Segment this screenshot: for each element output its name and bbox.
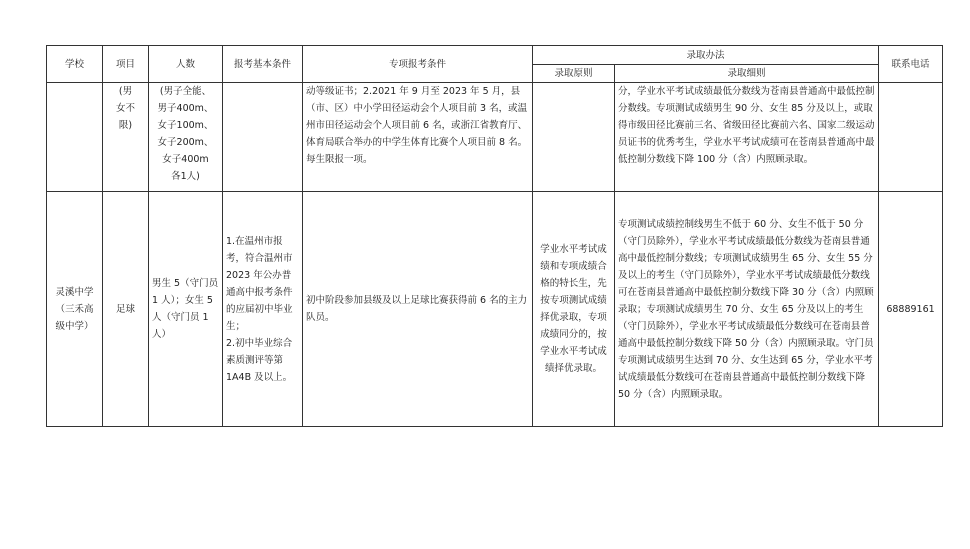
cell-count: (男子全能、 男子400m、 女子100m、 女子200m、 女子400m 各1人) — [149, 83, 223, 192]
header-project: 项目 — [103, 46, 149, 83]
table-row — [47, 192, 943, 427]
header-special-conditions: 专项报考条件 — [303, 46, 533, 83]
header-phone: 联系电话 — [879, 46, 943, 83]
cell-phone — [879, 83, 943, 192]
header-admission-principle: 录取原则 — [533, 65, 615, 83]
cell-special-conditions: 初中阶段参加县级及以上足球比赛获得前 6 名的主力队员。 — [303, 192, 533, 427]
table-row — [47, 83, 943, 192]
cell-school — [47, 83, 103, 192]
header-count: 人数 — [149, 46, 223, 83]
cell-phone: 68889161 — [879, 192, 943, 427]
header-row — [47, 46, 943, 65]
cell-admission-details: 分，学业水平考试成绩最低分数线为苍南县普通高中最低控制分数线。专项测试成绩男生 90 分、女生 85 分及以上，或取得市级田径比赛前三名、省级田径比赛前六名、国家二级运动员证书的优秀考生，学业水平考试成绩可在苍南县普通高中最低控制分数线下降 100 分（含）内照顾录取。 — [615, 83, 879, 192]
cell-basic-conditions: 1.在温州市报考，符合温州市 2023 年公办普通高中报考条件的应届初中毕业生； 2.初中毕业综合素质测评等第 1A4B 及以上。 — [223, 192, 303, 427]
cell-admission-principle: 学业水平考试成绩和专项成绩合格的特长生，先按专项测试成绩择优录取，专项成绩同分的，按学业水平考试成绩择优录取。 — [533, 192, 615, 427]
header-admission-method: 录取办法 — [533, 46, 879, 65]
cell-special-conditions: 动等级证书；2.2021 年 9 月至 2023 年 5 月，县（市、区）中小学田径运动会个人项目前 3 名，或温州市田径运动会个人项目前 6 名，或浙江省教育厅、体育局联合举办的中学生体育比赛个人项目前 8 名。 每生限报一项。 — [303, 83, 533, 192]
cell-count: 男生 5（守门员 1 人）；女生 5 人（守门员 1 人） — [149, 192, 223, 427]
admission-table — [46, 45, 943, 427]
header-school: 学校 — [47, 46, 103, 83]
header-admission-details: 录取细则 — [615, 65, 879, 83]
cell-basic-conditions — [223, 83, 303, 192]
cell-project: 足球 — [103, 192, 149, 427]
header-basic-conditions: 报考基本条件 — [223, 46, 303, 83]
cell-admission-details: 专项测试成绩控制线男生不低于 60 分、女生不低于 50 分（守门员除外），学业水平考试成绩最低分数线为苍南县普通高中最低控制分数线；专项测试成绩男生 65 分、女生 55 分及以上的考生（守门员除外），学业水平考试成绩最低分数线可在苍南县普通高中最低控制分数线下降 30 分（含）内照顾录取；专项测试成绩男生 70 分、女生 65 分及以上的考生（守门员除外），学业水平考试成绩最低分数线可在苍南县普通高中最低控制分数线下降 50 分（含）内照顾录取。守门员专项测试成绩男生达到 70 分、女生达到 65 分，学业水平考试成绩最低分数线可在苍南县普通高中最低控制分数线下降 50 分（含）内照顾录取。 — [615, 192, 879, 427]
cell-project: (男 女不 限) — [103, 83, 149, 192]
cell-admission-principle — [533, 83, 615, 192]
cell-school: 灵溪中学 （三禾高 级中学） — [47, 192, 103, 427]
